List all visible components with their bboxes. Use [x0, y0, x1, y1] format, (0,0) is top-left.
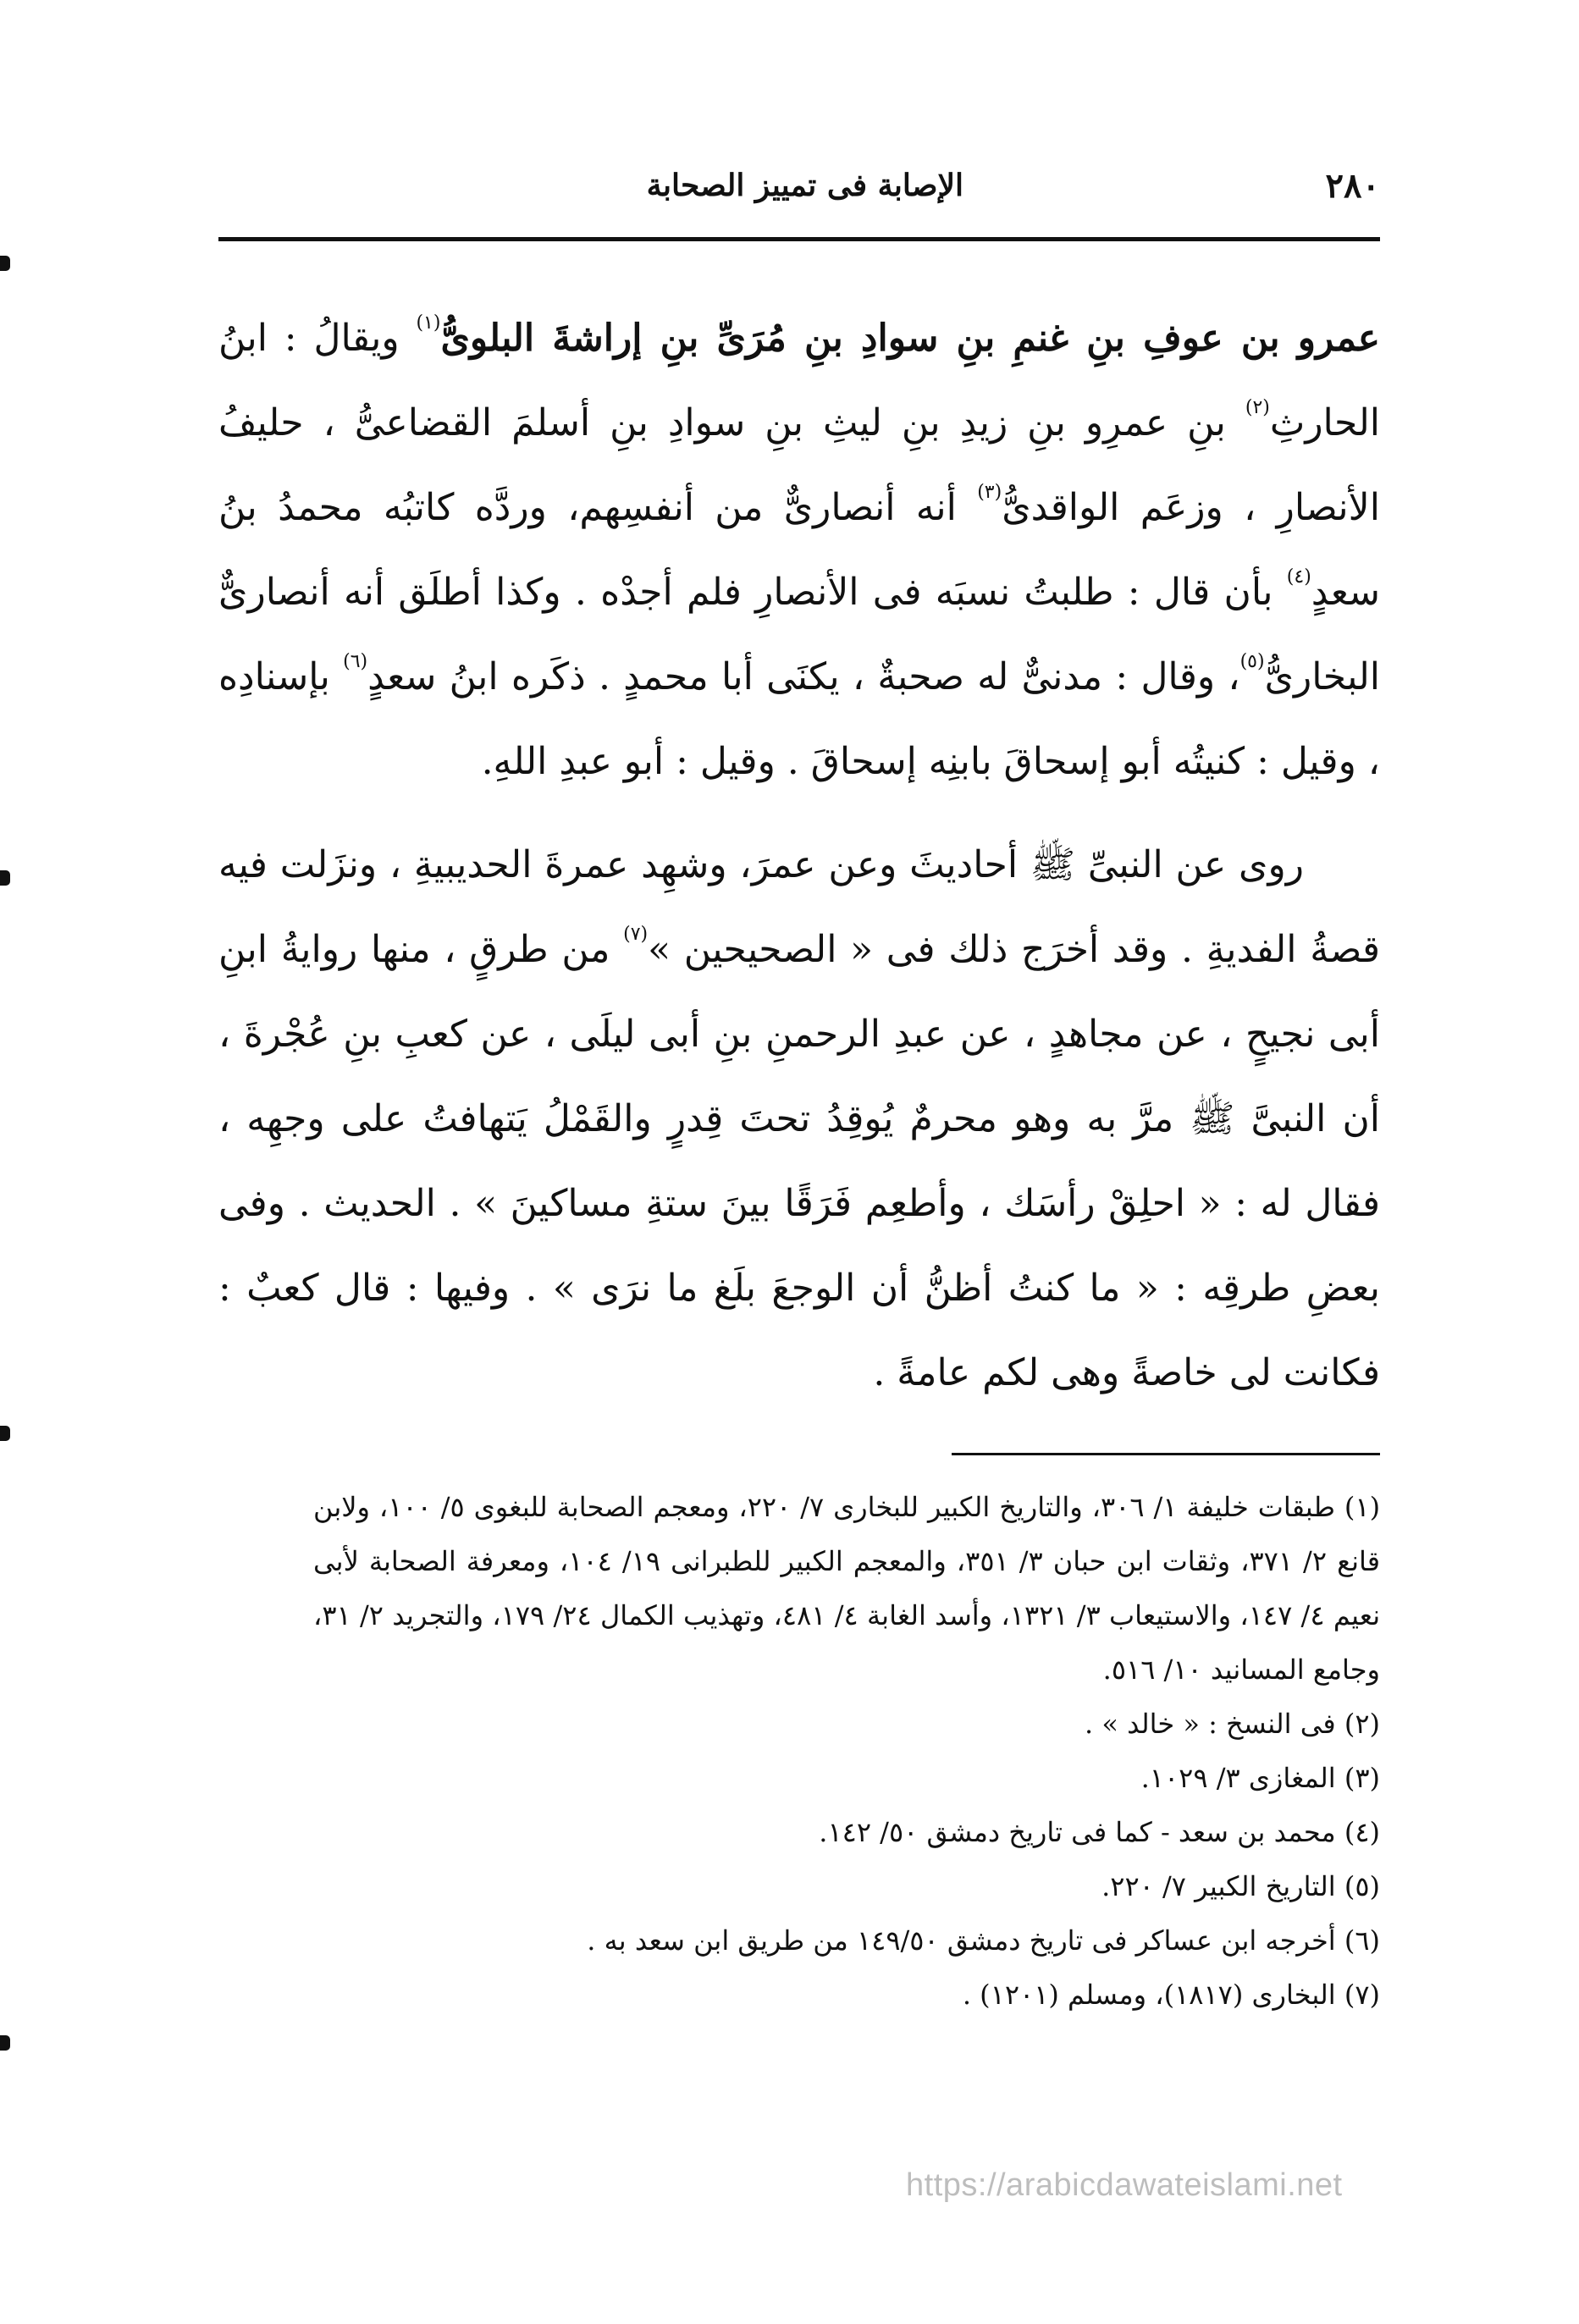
footnote-ref-4: (٤)	[1286, 566, 1311, 588]
text-segment: من طرقٍ ، منها روايةُ ابنِ أبى نجيحٍ ، عن مجاهدٍ ، عن عبدِ الرحمنِ بنِ أبى ليلَى ، عن كعبِ بنِ عُجْرةَ ، أن النبىَّ ﷺ مرَّ به وهو محرمٌ يُوقِدُ تحتَ قِدرٍ والقَمْلُ يَتهافتُ على وجهِه ، فقال له : « احلِقْ رأسَك ، وأطعِم فَرَقًا بينَ ستةِ مساكينَ » . الحديث . وفى بعضِ طرقِه : « ما كنتُ أظنُّ أن الوجعَ بلَغ ما نرَى » . وفيها : قال كعبٌ : فكانت لى خاصةً وهى لكم عامةً .	[218, 928, 1380, 1394]
entry-name: عمرو بن عوفِ بنِ غنمِ بنِ سوادِ بنِ مُرَىِّ بنِ إراشةَ البلوىُّ	[440, 317, 1380, 360]
footnote-ref-3: (٣)	[977, 482, 1002, 503]
footnote-2: (٢) فى النسخ : « خالد » .	[1084, 1708, 1380, 1740]
text-segment: بإسنادِه ، وقيل : كنيتُه أبو إسحاقَ بابنِه إسحاقَ . وقيل : أبو عبدِ اللهِ.	[218, 655, 1380, 783]
footnote-3: (٣) المغازى ٣/ ١٠٢٩.	[1140, 1762, 1380, 1794]
footnote-4: (٤) محمد بن سعد - كما فى تاريخ دمشق ٥٠/ ١٤٢.	[819, 1816, 1380, 1848]
text-segment: بأن قال : طلبتُ نسبَه فى الأنصارِ فلم أجدْه . وكذا أطلَق أنه أنصارىٌّ البخارىُّ	[218, 571, 1380, 698]
main-text	[218, 296, 1380, 1416]
scan-margin-mark	[0, 2035, 10, 2051]
text-segment: ، وقال : مدنىٌّ له صحبةٌ ، يكنَى أبا محمدٍ . ذكَره ابنُ سعدٍ	[367, 655, 1240, 698]
footnote-1: (١) طبقات خليفة ١/ ٣٠٦، والتاريخ الكبير للبخارى ٧/ ٢٢٠، ومعجم الصحابة للبغوى ٥/ ١٠٠، ولابن قانع ٢/ ٣٧١، وثقات ابن حبان ٣/ ٣٥١، والمعجم الكبير للطبرانى ١٩/ ١٠٤، ومعرفة الصحابة لأبى نعيم ٤/ ١٤٧، والاستيعاب ٣/ ١٣٢١، وأسد الغابة ٤/ ٤٨١، وتهذيب الكمال ٢٤/ ١٧٩، والتجريد ٢/ ٣١، وجامع المسانيد ١٠/ ٥١٦.	[313, 1491, 1381, 1686]
footnote-ref-5: (٥)	[1239, 651, 1265, 672]
footnotes	[313, 1480, 1380, 2022]
scan-margin-mark	[0, 1426, 10, 1441]
narration-paragraph	[218, 823, 1380, 1416]
scan-margin-mark	[0, 870, 10, 886]
footnote-rule	[952, 1453, 1380, 1455]
text-segment: بنِ عمرِو بنِ زيدِ بنِ ليثِ بنِ سوادِ بنِ أسلمَ القضاعىُّ ، حليفُ الأنصارِ ، وزعَم الواقدىُّ	[218, 401, 1380, 529]
footnote-ref-1: (١)	[416, 312, 441, 334]
footnote-5: (٥) التاريخ الكبير ٧/ ٢٢٠.	[1101, 1870, 1380, 1902]
watermark-url: https://arabicdawateislami.net	[906, 2167, 1343, 2203]
text-segment: روى عن النبىِّ ﷺ أحاديثَ وعن عمرَ، وشهِد عمرةَ الحديبيةِ ، ونزَلت فيه قصةُ الفديةِ . وقد أخرَج ذلك فى « الصحيحين »	[218, 843, 1381, 971]
page-header	[218, 166, 1380, 225]
footnote-6: (٦) أخرجه ابن عساكر فى تاريخ دمشق ١٤٩/٥٠ من طريق ابن سعد به .	[587, 1924, 1380, 1957]
footnote-ref-7: (٧)	[623, 924, 649, 945]
footnote-ref-6: (٦)	[343, 651, 368, 672]
text-segment: ويقالُ : ابنُ الحارثِ	[218, 317, 1380, 444]
page-number: ٢٨٠	[1325, 166, 1380, 206]
text-segment: أنه أنصارىٌّ من أنفسِهم، وردَّه كاتبُه محمدُ بنُ سعدٍ	[218, 486, 1380, 614]
running-title: الإصابة فى تمييز الصحابة	[646, 168, 963, 203]
scan-margin-mark	[0, 256, 10, 271]
footnote-7: (٧) البخارى (١٨١٧)، ومسلم (١٢٠١) .	[962, 1979, 1380, 2011]
header-rule	[218, 237, 1380, 241]
biography-paragraph	[218, 296, 1380, 804]
footnote-ref-2: (٢)	[1245, 397, 1270, 418]
